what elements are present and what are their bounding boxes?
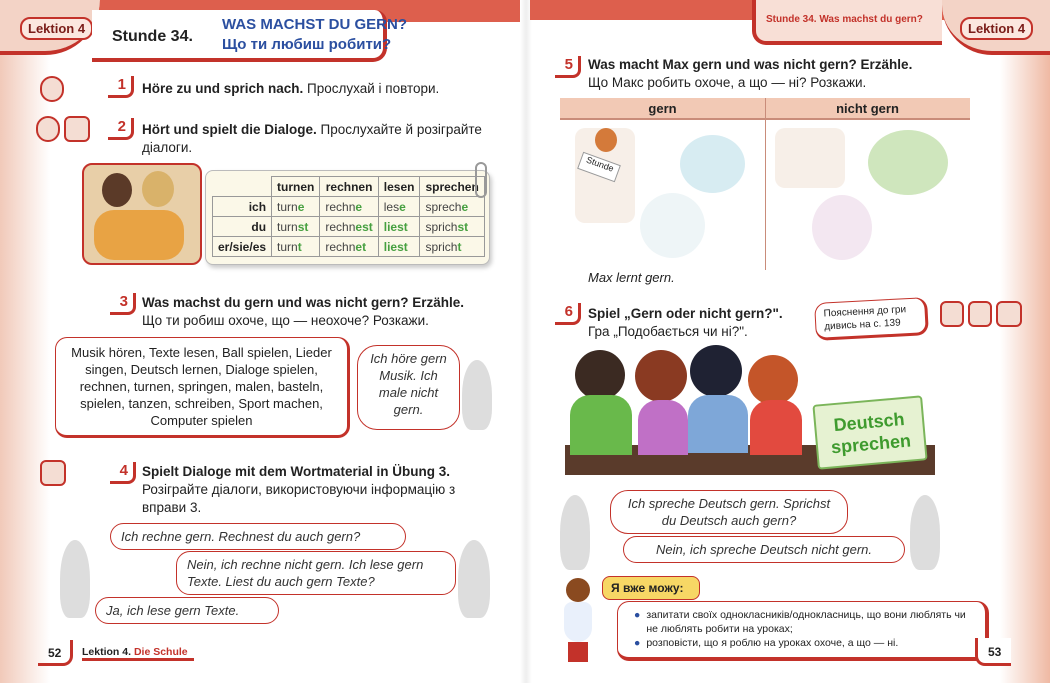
exercise-5-text: Was macht Max gern und was nicht gern? Erzähle. Що Макс робить охоче, а що — ні? Розкажи. [588, 57, 913, 90]
child-silhouette [560, 495, 590, 570]
pronoun-cell: er/sie/es [213, 237, 272, 257]
speech-bubble: Nein, ich spreche Deutsch nicht gern. [623, 536, 905, 563]
kids-icon [996, 301, 1022, 327]
can-do-box [617, 601, 989, 661]
verb-cell: turne [272, 197, 320, 217]
deutsch-sprechen-label: Deutsch sprechen [812, 395, 927, 469]
can-do-item: ● розповісти, що я роблю на уроках охоче, а що — ні. [634, 637, 899, 649]
max-reading-image [640, 193, 705, 258]
verb-cell: lese [378, 197, 420, 217]
header-tab-text: Stunde 34. Was machst du gern? [766, 14, 923, 25]
girl-illustration [556, 578, 600, 663]
paperclip-icon [475, 162, 487, 198]
word-box: Musik hören, Texte lesen, Ball spielen, Lieder singen, Deutsch lernen, Dialoge spielen, rechnen, turnen, springen, malen, basteln, spielen, tanzen, schreiben, Sport machen, Computer spielen [55, 337, 350, 438]
exercise-1-text: Höre zu und sprich nach. Прослухай і повтори. [142, 81, 440, 96]
child-silhouette [60, 540, 90, 618]
page-number-right: 53 [975, 638, 1011, 666]
table-header: lesen [378, 177, 420, 197]
dialog-bubble: Ja, ich lese gern Texte. [95, 597, 279, 624]
headphones-icon [36, 116, 60, 142]
table-row [213, 217, 485, 237]
table-row [213, 237, 485, 257]
column-divider [765, 98, 766, 270]
example-sentence: Max lernt gern. [588, 270, 675, 285]
title-box [92, 10, 407, 62]
child-silhouette [458, 540, 490, 618]
exercise-number: 3 [110, 293, 136, 315]
page-edge-left [0, 0, 50, 683]
dialog-bubble: Nein, ich rechne nicht gern. Ich lese gern Texte. Liest du auch gern Texte? [176, 551, 456, 595]
dialog-kids-icon [64, 116, 90, 142]
exercise-4-text: Spielt Dialoge mit dem Wortmaterial in Übung 3. Розіграйте діалоги, використовуючи інформацію з вправи 3. [142, 464, 456, 515]
verb-cell: sprichst [420, 217, 484, 237]
verb-cell: turnt [272, 237, 320, 257]
table-row [213, 197, 485, 217]
max-drawing-image [812, 195, 872, 260]
conjugation-table [212, 176, 485, 257]
verb-cell: rechne [320, 197, 378, 217]
exercise-number: 4 [110, 462, 136, 484]
pencil-icon [968, 301, 992, 327]
max-learning-image: Stunde [575, 128, 635, 223]
game-note: Пояснення до гри дивись на с. 139 [814, 297, 929, 341]
stunde-label: Stunde 34. [112, 28, 193, 45]
speech-bubble: Ich spreche Deutsch gern. Sprichst du Deutsch auch gern? [610, 490, 848, 534]
dialog-bubble: Ich rechne gern. Rechnest du auch gern? [110, 523, 406, 550]
title-de: WAS MACHST DU GERN? [222, 16, 407, 33]
pronoun-cell: du [213, 217, 272, 237]
table-header: turnen [272, 177, 320, 197]
max-crafting-image [680, 135, 745, 193]
conjugation-card [205, 170, 490, 265]
verb-cell: rechnet [320, 237, 378, 257]
title-uk: Що ти любиш робити? [222, 36, 392, 53]
verb-cell: spreche [420, 197, 484, 217]
headphones-icon [40, 76, 64, 102]
exercise-number: 5 [555, 56, 581, 78]
verb-cell: spricht [420, 237, 484, 257]
verb-cell: rechnest [320, 217, 378, 237]
child-silhouette [910, 495, 940, 570]
table-header: sprechen [420, 177, 484, 197]
exercise-number: 1 [108, 76, 134, 98]
verb-cell: liest [378, 237, 420, 257]
exercise-number: 6 [555, 303, 581, 325]
blocks-icon [940, 301, 964, 327]
exercise-number: 2 [108, 118, 134, 140]
col-gern: gern [648, 101, 677, 116]
can-do-title: Я вже можу: [602, 576, 700, 600]
exercise-6-text: Spiel „Gern oder nicht gern?". Гра „Подобається чи ні?". [588, 306, 783, 339]
dialog-kids-icon [40, 460, 66, 486]
footer-label: Lektion 4. Die Schule [82, 646, 194, 661]
exercise-3-text: Was machst du gern und was nicht gern? Erzähle. Що ти робиш охоче, що — неохоче? Розкажи. [142, 295, 465, 328]
lektion-badge: Lektion 4 [20, 17, 93, 40]
table-header [213, 177, 272, 197]
exercise-2-text: Hört und spielt die Dialoge. Прослухайте й розіграйте діалоги. [142, 122, 482, 155]
girls-photo [82, 163, 202, 265]
table-header: rechnen [320, 177, 378, 197]
gutter [520, 0, 532, 683]
page-number-left: 52 [38, 640, 73, 666]
speech-bubble: Ich höre gern Musik. Ich male nicht gern. [357, 345, 460, 430]
lektion-badge: Lektion 4 [960, 17, 1033, 40]
page-edge-right [1000, 0, 1050, 683]
table-header-row [213, 177, 485, 197]
max-football-image [868, 130, 948, 195]
header-tab-right [752, 0, 942, 45]
child-silhouette [462, 360, 492, 430]
can-do-item: ● запитати своїх однокласників/однокласниць, що вони люблять чи не люблять робити на уроках; [634, 609, 966, 635]
verb-cell: turnst [272, 217, 320, 237]
max-writing-image [775, 128, 845, 188]
verb-cell: liest [378, 217, 420, 237]
pronoun-cell: ich [213, 197, 272, 217]
col-nicht-gern: nicht gern [836, 101, 899, 116]
